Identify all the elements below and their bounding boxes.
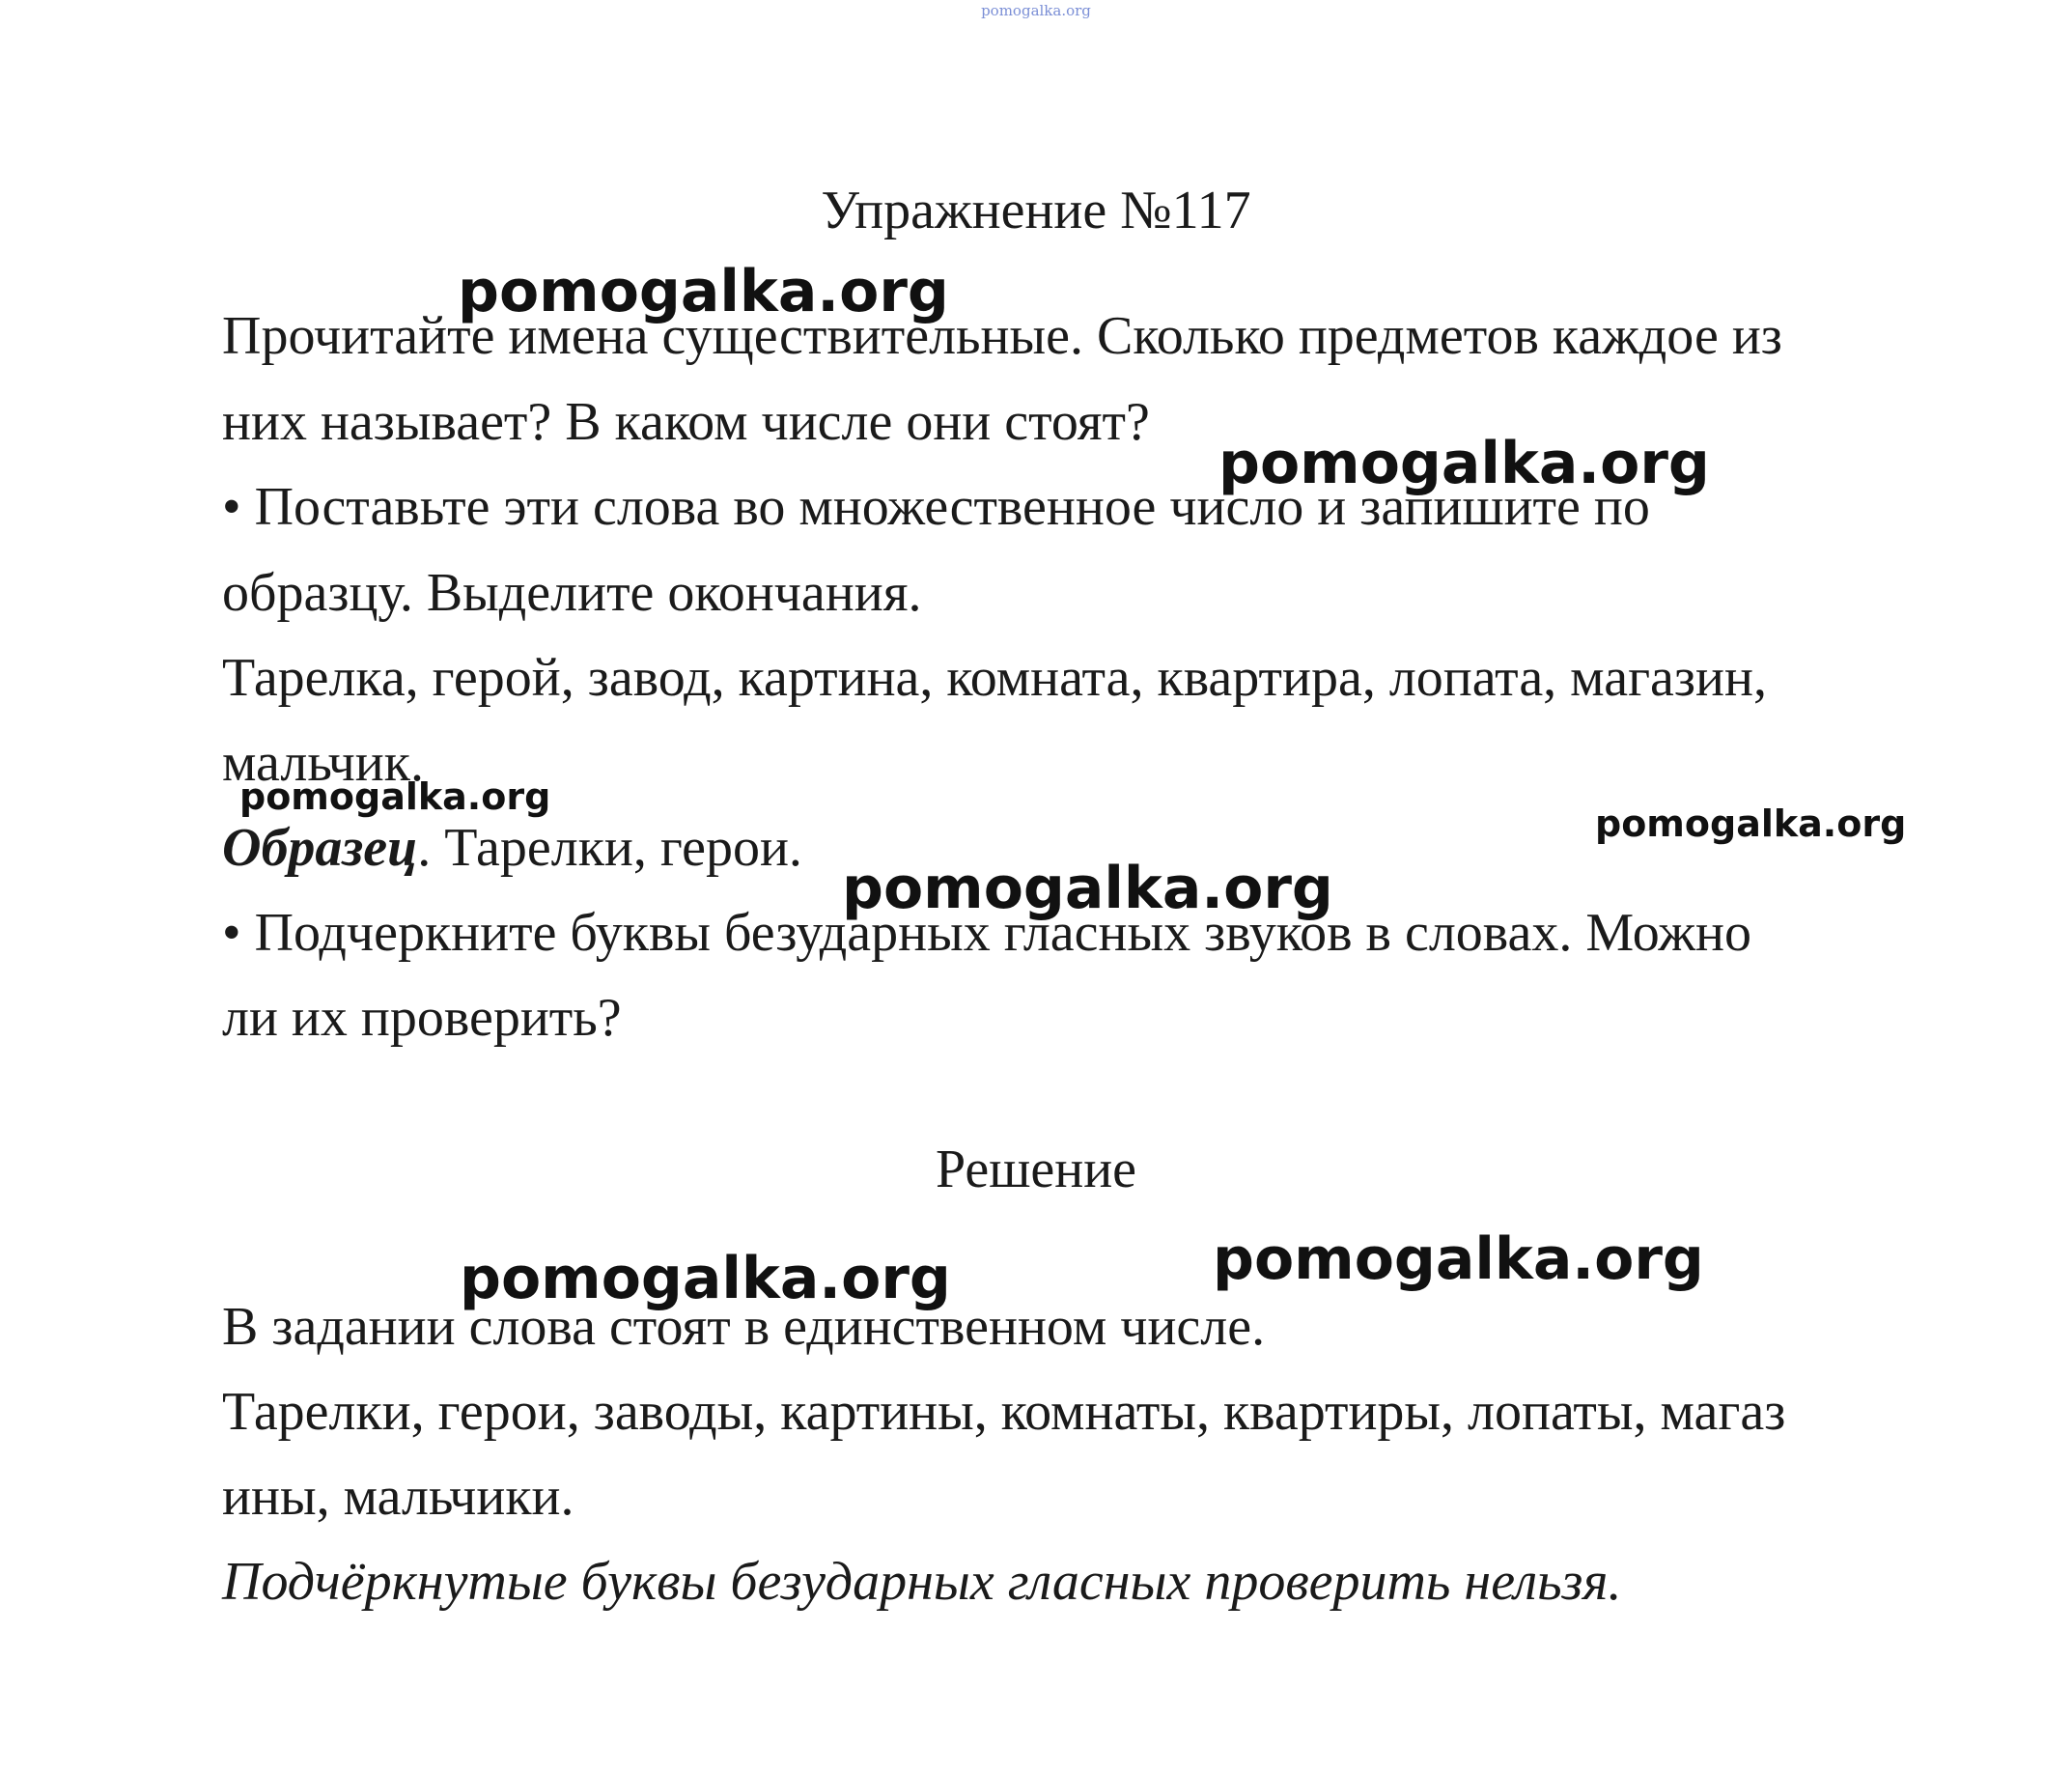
watermark: pomogalka.org: [1218, 430, 1710, 497]
task-line-7: • Подчеркните буквы безударных гласных звуков в словах. Можно: [222, 903, 1751, 963]
header-link[interactable]: pomogalka.org: [981, 2, 1091, 19]
watermark: pomogalka.org: [842, 855, 1333, 922]
sample-label: Образец: [222, 818, 418, 878]
watermark: pomogalka.org: [460, 1245, 951, 1312]
task-line-1: Прочитайте имена существительные. Сколько предметов каждое из: [222, 306, 1782, 366]
task-line-8: ли их проверить?: [222, 988, 622, 1048]
task-line-6: мальчик.: [222, 733, 424, 793]
task-line-3: • Поставьте эти слова во множественное число и запишите по: [222, 477, 1650, 537]
sample-text: . Тарелки, герои.: [417, 818, 802, 878]
solution-note: Подчёркнутые буквы безударных гласных проверить нельзя.: [222, 1552, 1622, 1612]
watermark: pomogalka.org: [458, 258, 949, 325]
solution-heading: Решение: [935, 1140, 1137, 1199]
watermark: pomogalka.org: [1595, 802, 1907, 845]
watermark: pomogalka.org: [239, 775, 551, 818]
solution-line-1: В задании слова стоят в единственном числе.: [222, 1297, 1266, 1357]
task-line-2: них называет? В каком числе они стоят?: [222, 392, 1150, 452]
task-line-4: образцу. Выделите окончания.: [222, 563, 922, 623]
solution-line-2: Тарелки, герои, заводы, картины, комнаты, квартиры, лопаты, магаз: [222, 1382, 1786, 1442]
solution-line-3: ины, мальчики.: [222, 1467, 574, 1527]
task-line-5: Тарелка, герой, завод, картина, комната, квартира, лопата, магазин,: [222, 648, 1767, 708]
sample-line: [222, 817, 802, 879]
watermark: pomogalka.org: [1213, 1225, 1704, 1293]
exercise-title: Упражнение №117: [821, 181, 1251, 240]
